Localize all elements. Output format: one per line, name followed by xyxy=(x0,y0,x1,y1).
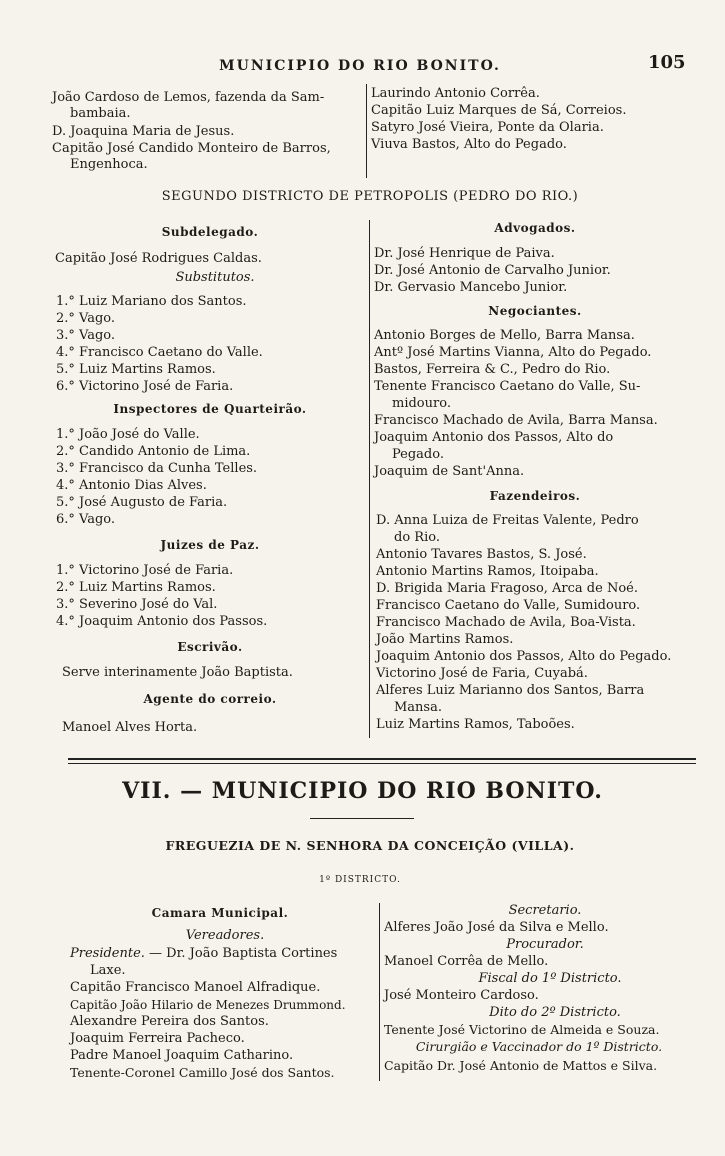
distrito-label: 1º DISTRICTO. xyxy=(319,875,401,885)
list-item: Alexandre Pereira dos Santos. xyxy=(70,1014,269,1029)
list-item: Francisco Caetano do Valle, Sumidouro. xyxy=(376,598,641,613)
list-item: 1.° Victorino José de Faria. xyxy=(56,563,234,578)
list-item: 6.° Victorino José de Faria. xyxy=(56,379,234,394)
list-item: Padre Manoel Joaquim Catharino. xyxy=(70,1048,294,1063)
list-item: Joaquim Ferreira Pacheco. xyxy=(70,1031,245,1046)
list-item: Joaquim Antonio dos Passos, Alto do Pegado. xyxy=(376,649,672,664)
list-item: Capitão João Hilario de Menezes Drummond. xyxy=(70,998,346,1012)
list-item: D. Brigida Maria Fragoso, Arca de Noé. xyxy=(376,581,638,596)
list-item: Dr. Gervasio Mancebo Junior. xyxy=(374,280,568,295)
list-item: Francisco Machado de Avila, Boa-Vista. xyxy=(376,615,636,630)
procurador-name: Manoel Corrêa de Mello. xyxy=(384,954,549,969)
list-item: Laurindo Antonio Corrêa. xyxy=(371,86,540,101)
list-item: Engenhoca. xyxy=(70,157,148,172)
list-item: Capitão Francisco Manoel Alfradique. xyxy=(70,980,321,995)
presidente-name: — Dr. João Baptista Cortines xyxy=(144,946,338,961)
list-item: Antonio Borges de Mello, Barra Mansa. xyxy=(374,328,635,343)
list-item: Joaquim Antonio dos Passos, Alto do xyxy=(374,430,614,445)
list-item: 5.° Luiz Martins Ramos. xyxy=(56,362,216,377)
district-title: SEGUNDO DISTRICTO DE PETROPOLIS (PEDRO DO RIO.) xyxy=(161,189,579,204)
list-item: 5.° José Augusto de Faria. xyxy=(56,495,228,510)
inspectores-heading: Inspectores de Quarteirão. xyxy=(113,402,307,416)
presidente-label: Presidente. xyxy=(70,946,145,961)
list-item: do Rio. xyxy=(394,530,440,545)
fiscal2-heading: Dito do 2º Districto. xyxy=(489,1005,621,1020)
list-item: 1.° Luiz Mariano dos Santos. xyxy=(56,294,247,309)
list-item: 4.° Joaquim Antonio dos Passos. xyxy=(56,614,268,629)
list-item: Antonio Martins Ramos, Itoipaba. xyxy=(376,564,599,579)
secretario-heading: Secretario. xyxy=(508,903,582,918)
freguezia-title: FREGUEZIA DE N. SENHORA DA CONCEIÇÃO (VILLA). xyxy=(165,838,575,853)
list-item: 2.° Luiz Martins Ramos. xyxy=(56,580,216,595)
fazendeiros-heading: Fazendeiros. xyxy=(489,489,581,503)
list-item: D. Anna Luiza de Freitas Valente, Pedro xyxy=(376,513,639,528)
page-title: MUNICIPIO DO RIO BONITO. xyxy=(219,58,501,74)
list-item: 3.° Vago. xyxy=(56,328,116,343)
list-item: João Cardoso de Lemos, fazenda da Sam- xyxy=(52,90,325,105)
list-item: 4.° Francisco Caetano do Valle. xyxy=(56,345,263,360)
short-rule xyxy=(310,818,414,819)
list-item: 3.° Francisco da Cunha Telles. xyxy=(56,461,258,476)
negociantes-heading: Negociantes. xyxy=(488,304,582,318)
presidente-line xyxy=(70,946,337,962)
fiscal1-name: José Monteiro Cardoso. xyxy=(384,988,539,1003)
fiscal2-name: Tenente José Victorino de Almeida e Souza. xyxy=(384,1022,660,1037)
list-item: Victorino José de Faria, Cuyabá. xyxy=(376,666,588,681)
column-divider xyxy=(369,220,370,738)
subdelegado-name: Capitão José Rodrigues Caldas. xyxy=(55,251,262,266)
list-item: Antº José Martins Vianna, Alto do Pegado. xyxy=(374,345,652,360)
list-item: Luiz Martins Ramos, Taboões. xyxy=(376,717,575,732)
cirurgiao-name: Capitão Dr. José Antonio de Mattos e Silva. xyxy=(384,1058,658,1073)
presidente-cont: Laxe. xyxy=(90,963,126,978)
page-number: 105 xyxy=(648,52,686,73)
list-item: midouro. xyxy=(392,396,451,411)
escrivao-name: Serve interinamente João Baptista. xyxy=(62,665,293,680)
vereadores-heading: Vereadores. xyxy=(185,928,265,943)
list-item: 4.° Antonio Dias Alves. xyxy=(56,478,207,493)
camara-heading: Camara Municipal. xyxy=(151,906,289,920)
subdelegado-heading: Subdelegado. xyxy=(161,225,259,239)
list-item: bambaia. xyxy=(70,106,131,121)
list-item: Satyro José Vieira, Ponte da Olaria. xyxy=(371,120,604,135)
list-item: 6.° Vago. xyxy=(56,512,116,527)
list-item: Dr. José Antonio de Carvalho Junior. xyxy=(374,263,611,278)
list-item: 3.° Severino José do Val. xyxy=(56,597,218,612)
list-item: Alferes Luiz Marianno dos Santos, Barra xyxy=(376,683,645,698)
advogados-heading: Advogados. xyxy=(494,221,576,235)
list-item: Pegado. xyxy=(392,447,444,462)
cirurgiao-heading: Cirurgião e Vaccinador do 1º Districto. xyxy=(415,1039,663,1054)
list-item: Capitão José Candido Monteiro de Barros, xyxy=(52,141,331,156)
procurador-heading: Procurador. xyxy=(506,937,584,952)
agente-name: Manoel Alves Horta. xyxy=(62,720,198,735)
section-title: VII. — MUNICIPIO DO RIO BONITO. xyxy=(122,778,603,804)
substitutos-heading: Substitutos. xyxy=(175,270,255,285)
list-item: 2.° Vago. xyxy=(56,311,116,326)
section-rule xyxy=(68,763,696,764)
list-item: Tenente-Coronel Camillo José dos Santos. xyxy=(70,1065,335,1080)
list-item: Bastos, Ferreira & C., Pedro do Rio. xyxy=(374,362,611,377)
list-item: Mansa. xyxy=(394,700,442,715)
column-divider xyxy=(366,84,367,178)
list-item: D. Joaquina Maria de Jesus. xyxy=(52,124,235,139)
column-divider xyxy=(379,903,380,1081)
list-item: 2.° Candido Antonio de Lima. xyxy=(56,444,251,459)
agente-heading: Agente do correio. xyxy=(143,692,277,706)
list-item: Joaquim de Sant'Anna. xyxy=(374,464,525,479)
section-rule xyxy=(68,758,696,760)
list-item: Francisco Machado de Avila, Barra Mansa. xyxy=(374,413,658,428)
escrivao-heading: Escrivão. xyxy=(177,640,243,654)
list-item: 1.° João José do Valle. xyxy=(56,427,200,442)
fiscal1-heading: Fiscal do 1º Districto. xyxy=(478,971,622,986)
list-item: Capitão Luiz Marques de Sá, Correios. xyxy=(371,103,627,118)
juizes-heading: Juizes de Paz. xyxy=(160,538,260,552)
list-item: Dr. José Henrique de Paiva. xyxy=(374,246,555,261)
list-item: Viuva Bastos, Alto do Pegado. xyxy=(371,137,567,152)
list-item: Tenente Francisco Caetano do Valle, Su- xyxy=(374,379,641,394)
list-item: João Martins Ramos. xyxy=(376,632,514,647)
list-item: Antonio Tavares Bastos, S. José. xyxy=(376,547,587,562)
secretario-name: Alferes João José da Silva e Mello. xyxy=(384,920,609,935)
